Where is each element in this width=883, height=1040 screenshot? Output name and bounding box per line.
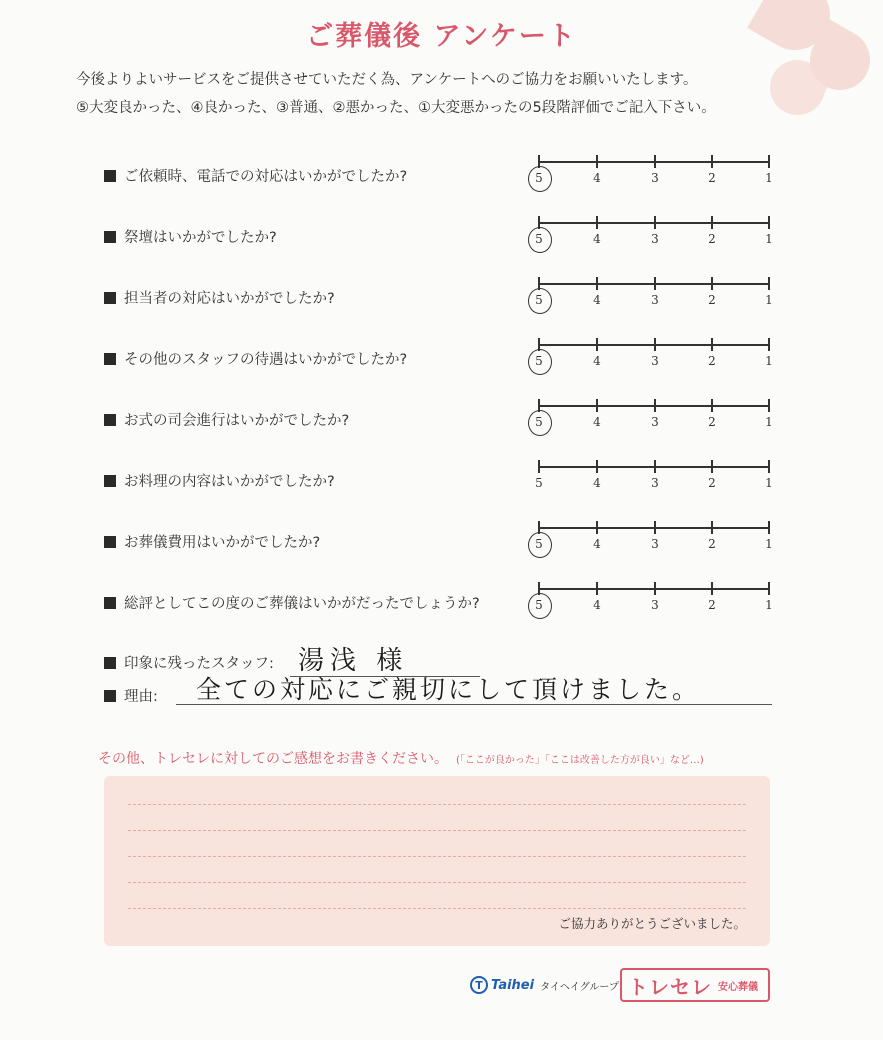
scale-tick <box>654 155 656 168</box>
question-label: 祭壇はいかがでしたか? <box>104 226 277 247</box>
scale-tick <box>596 338 598 351</box>
scale-number[interactable]: 2 <box>708 354 716 368</box>
rating-scale[interactable] <box>530 155 780 195</box>
scale-number[interactable]: 1 <box>765 415 773 429</box>
bullet-square-icon <box>104 353 116 365</box>
rating-scale[interactable] <box>530 399 780 439</box>
scale-tick <box>768 277 770 290</box>
ruled-line <box>128 882 746 883</box>
rating-scale[interactable] <box>530 521 780 561</box>
bullet-square-icon <box>104 597 116 609</box>
scale-number[interactable]: 2 <box>708 598 716 612</box>
scale-number[interactable]: 3 <box>651 476 659 490</box>
rating-scale[interactable] <box>530 277 780 317</box>
ruled-line <box>128 804 746 805</box>
scale-tick <box>538 460 540 473</box>
scale-number[interactable]: 1 <box>765 232 773 246</box>
scale-number[interactable]: 5 <box>535 171 543 185</box>
scale-tick <box>768 338 770 351</box>
question-label: その他のスタッフの待遇はいかがでしたか? <box>104 348 407 369</box>
scale-number[interactable]: 5 <box>535 293 543 307</box>
taihei-mark-icon: T <box>470 976 488 994</box>
selected-rating-circle <box>528 410 552 436</box>
scale-number[interactable]: 3 <box>651 232 659 246</box>
rating-scale[interactable] <box>530 338 780 378</box>
taihei-logo <box>470 976 619 994</box>
selected-rating-circle <box>528 166 552 192</box>
question-label: ご依頼時、電話での対応はいかがでしたか? <box>104 165 407 186</box>
scale-number[interactable]: 1 <box>765 171 773 185</box>
scale-number[interactable]: 2 <box>708 232 716 246</box>
question-label: お料理の内容はいかがでしたか? <box>104 470 335 491</box>
rating-scale[interactable] <box>530 216 780 256</box>
scale-number[interactable]: 1 <box>765 293 773 307</box>
scale-number[interactable]: 5 <box>535 537 543 551</box>
scale-tick <box>654 460 656 473</box>
scale-tick <box>768 399 770 412</box>
comment-box[interactable] <box>104 776 770 946</box>
scale-number[interactable]: 4 <box>593 476 601 490</box>
bullet-square-icon <box>104 170 116 182</box>
scale-tick <box>596 216 598 229</box>
scale-number[interactable]: 3 <box>651 354 659 368</box>
staff-handwritten: 湯浅 様 <box>298 646 409 676</box>
scale-tick <box>596 521 598 534</box>
scale-tick <box>596 155 598 168</box>
scale-number[interactable]: 4 <box>593 415 601 429</box>
scale-number[interactable]: 3 <box>651 293 659 307</box>
rating-scale[interactable] <box>530 460 780 500</box>
scale-number[interactable]: 5 <box>535 415 543 429</box>
bullet-square-icon <box>104 475 116 487</box>
question-label: お葬儀費用はいかがでしたか? <box>104 531 320 552</box>
scale-tick <box>768 155 770 168</box>
comment-heading: その他、トレセレに対してのご感想をお書きください。 (「ここが良かった」「ここは改善した方が良い」など…) <box>98 751 704 767</box>
rating-scale[interactable] <box>530 582 780 622</box>
scale-number[interactable]: 2 <box>708 293 716 307</box>
scale-number[interactable]: 1 <box>765 537 773 551</box>
bullet-square-icon <box>104 292 116 304</box>
selected-rating-circle <box>528 288 552 314</box>
scale-tick <box>711 338 713 351</box>
scale-number[interactable]: 4 <box>593 232 601 246</box>
intro-line-2: ⑤大変良かった、④良かった、③普通、②悪かった、①大変悪かったの5段階評価でご記入下さい。 <box>76 100 716 116</box>
scale-number[interactable]: 5 <box>535 598 543 612</box>
scale-tick <box>711 216 713 229</box>
scale-tick <box>654 399 656 412</box>
bullet-square-icon <box>104 414 116 426</box>
selected-rating-circle <box>528 227 552 253</box>
scale-number[interactable]: 1 <box>765 598 773 612</box>
scale-number[interactable]: 2 <box>708 537 716 551</box>
scale-tick <box>654 338 656 351</box>
scale-number[interactable]: 2 <box>708 171 716 185</box>
taihei-wordmark: Taihei <box>491 977 535 993</box>
scale-number[interactable]: 5 <box>535 232 543 246</box>
selected-rating-circle <box>528 532 552 558</box>
intro-line-1: 今後よりよいサービスをご提供させていただく為、アンケートへのご協力をお願いいたします。 <box>76 72 698 88</box>
scale-tick <box>711 399 713 412</box>
brand-name: トレセレ <box>628 974 712 999</box>
scale-number[interactable]: 2 <box>708 476 716 490</box>
scale-tick <box>596 277 598 290</box>
ruled-line <box>128 856 746 857</box>
scale-number[interactable]: 4 <box>593 293 601 307</box>
ruled-line <box>128 830 746 831</box>
taihei-group-label: タイヘイグループ <box>540 981 619 993</box>
torecere-logo <box>620 968 770 1002</box>
scale-number[interactable]: 3 <box>651 598 659 612</box>
scale-number[interactable]: 3 <box>651 171 659 185</box>
bullet-square-icon <box>104 536 116 548</box>
scale-tick <box>654 277 656 290</box>
thanks-text: ご協力ありがとうございました。 <box>558 916 746 931</box>
scale-tick <box>654 521 656 534</box>
scale-tick <box>711 460 713 473</box>
scale-tick <box>596 460 598 473</box>
scale-tick <box>768 582 770 595</box>
scale-tick <box>711 521 713 534</box>
reason-underline <box>176 704 772 705</box>
scale-tick <box>596 582 598 595</box>
ruled-line <box>128 908 746 909</box>
scale-number[interactable]: 1 <box>765 476 773 490</box>
scale-tick <box>768 216 770 229</box>
reason-handwritten: 全ての対応にご親切にして頂けました。 <box>196 675 701 704</box>
scale-number[interactable]: 4 <box>593 171 601 185</box>
question-label: 担当者の対応はいかがでしたか? <box>104 287 335 308</box>
selected-rating-circle <box>528 593 552 619</box>
reason-label: 理由: <box>104 685 158 706</box>
scale-number[interactable]: 3 <box>651 415 659 429</box>
bullet-square-icon <box>104 231 116 243</box>
scale-tick <box>596 399 598 412</box>
question-label: 総評としてこの度のご葬儀はいかがだったでしょうか? <box>104 592 480 613</box>
scale-number[interactable]: 5 <box>535 476 543 490</box>
scale-tick <box>711 582 713 595</box>
page-title: ご葬儀後 アンケート <box>306 21 577 52</box>
selected-rating-circle <box>528 349 552 375</box>
scale-number[interactable]: 4 <box>593 598 601 612</box>
question-label: お式の司会進行はいかがでしたか? <box>104 409 349 430</box>
scale-tick <box>654 582 656 595</box>
staff-label: 印象に残ったスタッフ: <box>104 652 274 673</box>
scale-number[interactable]: 3 <box>651 537 659 551</box>
scale-number[interactable]: 5 <box>535 354 543 368</box>
scale-tick <box>768 521 770 534</box>
scale-tick <box>711 155 713 168</box>
scale-number[interactable]: 1 <box>765 354 773 368</box>
scale-tick <box>654 216 656 229</box>
scale-number[interactable]: 4 <box>593 537 601 551</box>
scale-number[interactable]: 2 <box>708 415 716 429</box>
brand-subtitle: 安心葬儀 <box>718 981 758 993</box>
scale-number[interactable]: 4 <box>593 354 601 368</box>
scale-tick <box>768 460 770 473</box>
scale-tick <box>711 277 713 290</box>
